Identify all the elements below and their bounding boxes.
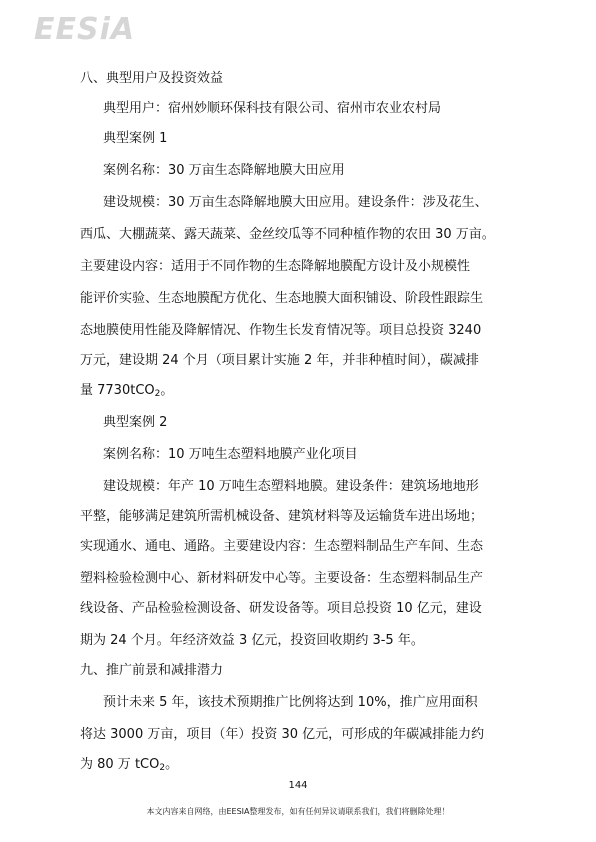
case-2-line-6: 期为 24 个月。年经济效益 3 亿元，投资回收期约 3-5 年。 — [80, 633, 424, 648]
section-9-carbon-text: 为 80 万 tCO — [80, 757, 160, 772]
case-2-line-3: 实现通水、通电、通路。主要建设内容：生态塑料制品生产车间、生态 — [80, 539, 484, 554]
case-2-line-1: 建设规模：年产 10 万吨生态塑料地膜。建设条件：建筑场地地形 — [103, 479, 479, 494]
section-9-heading: 九、推广前景和减排潜力 — [80, 663, 224, 678]
section-9-carbon-subscript: 2 — [159, 763, 166, 773]
case-2-name: 案例名称：10 万吨生态塑料地膜产业化项目 — [103, 447, 358, 462]
case-1-line-6: 万元，建设期 24 个月（项目累计实施 2 年，并非种植时间），碳减排 — [80, 353, 479, 368]
case-1-line-2: 西瓜、大棚蔬菜、露天蔬菜、金丝绞瓜等不同种植作物的农田 30 万亩。 — [80, 227, 495, 242]
section-9-line-3 — [80, 756, 178, 777]
typical-users: 典型用户：宿州妙顺环保科技有限公司、宿州市农业农村局 — [103, 101, 442, 116]
case-2-line-5: 线设备、产品检验检测设备、研发设备等。项目总投资 10 亿元，建设 — [80, 601, 482, 616]
page-number: 144 — [288, 780, 308, 791]
case-2-line-4: 塑料检验检测中心、新材料研发中心等。主要设备：生态塑料制品生产 — [80, 571, 484, 586]
case-2-line-2: 平整，能够满足建筑所需机械设备、建筑材料等及运输货车进出场地； — [80, 509, 484, 524]
case-2-title: 典型案例 2 — [103, 415, 168, 430]
eesia-logo: EESiA — [34, 12, 136, 47]
case-1-carbon-subscript: 2 — [154, 389, 161, 399]
case-1-title: 典型案例 1 — [103, 131, 168, 146]
case-1-name: 案例名称：30 万亩生态降解地膜大田应用 — [103, 163, 345, 178]
section-9-carbon-end: 。 — [165, 757, 179, 772]
case-1-carbon-text: 量 7730tCO — [80, 383, 155, 398]
case-1-line-4: 能评价实验、生态地膜配方优化、生态地膜大面积铺设、阶段性跟踪生 — [80, 291, 484, 306]
case-1-carbon-end: 。 — [160, 383, 174, 398]
section-9-line-2: 将达 3000 万亩，项目（年）投资 30 亿元，可形成的年碳减排能力约 — [80, 727, 485, 742]
case-1-line-1: 建设规模：30 万亩生态降解地膜大田应用。建设条件：涉及花生、 — [103, 195, 488, 210]
case-1-line-3: 主要建设内容：适用于不同作物的生态降解地膜配方设计及小规模性 — [80, 259, 471, 274]
case-1-line-5: 态地膜使用性能及降解情况、作物生长发育情况等。项目总投资 3240 — [80, 323, 482, 338]
section-8-heading: 八、典型用户及投资效益 — [80, 71, 224, 86]
case-1-line-7 — [80, 382, 173, 403]
section-9-line-1: 预计未来 5 年，该技术预期推广比例将达到 10%，推广应用面积 — [103, 695, 478, 710]
footer-notice: 本文内容来自网络，由EESIA整理发布，如有任何异议请联系我们，我们将删除处理！ — [146, 807, 450, 816]
